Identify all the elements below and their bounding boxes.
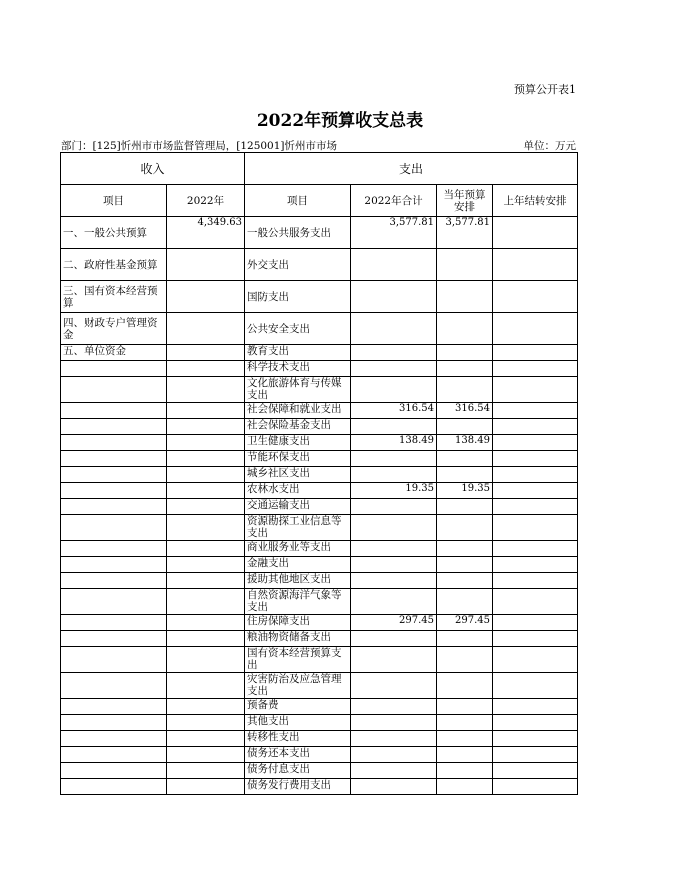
table-row	[61, 763, 578, 779]
income-item-cell	[61, 515, 167, 541]
income-item-cell	[61, 573, 167, 589]
income-value-cell	[167, 747, 245, 763]
income-item-cell	[61, 715, 167, 731]
current-budget-cell: 138.49	[437, 435, 493, 451]
expense-item-cell: 教育支出	[245, 345, 351, 361]
carryover-cell	[493, 345, 578, 361]
expense-total-cell	[351, 249, 437, 281]
income-value-cell	[167, 499, 245, 515]
table-row	[61, 747, 578, 763]
table-row	[61, 673, 578, 699]
income-value-cell	[167, 557, 245, 573]
expense-total-cell: 19.35	[351, 483, 437, 499]
expense-item-cell: 债务发行费用支出	[245, 779, 351, 795]
page-title: 2022年预算收支总表	[256, 111, 424, 131]
income-value-cell	[167, 377, 245, 403]
expense-item-cell: 农林水支出	[245, 483, 351, 499]
unit-label: 单位：万元	[523, 140, 576, 152]
expense-total-cell	[351, 361, 437, 377]
income-2022-header: 2022年	[167, 185, 245, 217]
income-item-cell	[61, 361, 167, 377]
expense-total-cell	[351, 699, 437, 715]
income-item-header: 项目	[61, 185, 167, 217]
income-value-cell	[167, 731, 245, 747]
table-number: 预算公开表1	[514, 83, 576, 96]
expense-total-header: 2022年合计	[351, 185, 437, 217]
carryover-cell	[493, 673, 578, 699]
table-row	[61, 499, 578, 515]
income-value-cell	[167, 435, 245, 451]
expense-total-cell	[351, 715, 437, 731]
table-row	[61, 647, 578, 673]
income-item-cell: 五、单位资金	[61, 345, 167, 361]
carryover-cell	[493, 403, 578, 419]
carryover-cell	[493, 699, 578, 715]
table-row	[61, 541, 578, 557]
current-budget-cell	[437, 361, 493, 377]
expense-item-cell: 灾害防治及应急管理支出	[245, 673, 351, 699]
income-item-cell: 三、国有资本经营预算	[61, 281, 167, 313]
expense-item-cell: 债务还本支出	[245, 747, 351, 763]
income-value-cell	[167, 361, 245, 377]
income-value-cell	[167, 483, 245, 499]
expense-item-cell: 卫生健康支出	[245, 435, 351, 451]
carryover-cell	[493, 731, 578, 747]
expense-item-cell: 外交支出	[245, 249, 351, 281]
expense-item-cell: 公共安全支出	[245, 313, 351, 345]
expense-total-cell	[351, 541, 437, 557]
carryover-cell	[493, 249, 578, 281]
expense-item-cell: 国有资本经营预算支出	[245, 647, 351, 673]
current-budget-cell	[437, 419, 493, 435]
table-row	[61, 403, 578, 419]
carryover-cell	[493, 377, 578, 403]
table-row	[61, 419, 578, 435]
expense-item-cell: 预备费	[245, 699, 351, 715]
carryover-cell	[493, 435, 578, 451]
current-budget-cell: 19.35	[437, 483, 493, 499]
carryover-cell	[493, 483, 578, 499]
expense-total-cell	[351, 377, 437, 403]
expense-total-cell	[351, 747, 437, 763]
current-budget-cell	[437, 557, 493, 573]
income-item-cell	[61, 631, 167, 647]
income-value-cell	[167, 779, 245, 795]
table-row	[61, 589, 578, 615]
expense-total-cell	[351, 673, 437, 699]
expense-total-cell	[351, 515, 437, 541]
expense-item-cell: 自然资源海洋气象等支出	[245, 589, 351, 615]
expense-total-cell: 316.54	[351, 403, 437, 419]
table-row	[61, 281, 578, 313]
expense-item-cell: 其他支出	[245, 715, 351, 731]
carryover-cell	[493, 419, 578, 435]
income-item-cell	[61, 541, 167, 557]
table-row	[61, 515, 578, 541]
expense-item-cell: 城乡社区支出	[245, 467, 351, 483]
income-item-cell	[61, 557, 167, 573]
table-row	[61, 573, 578, 589]
current-budget-cell	[437, 673, 493, 699]
current-budget-cell: 316.54	[437, 403, 493, 419]
income-value-cell	[167, 467, 245, 483]
income-item-cell	[61, 499, 167, 515]
table-row	[61, 483, 578, 499]
carryover-cell	[493, 515, 578, 541]
income-value-cell	[167, 345, 245, 361]
expense-total-cell	[351, 631, 437, 647]
income-item-cell	[61, 467, 167, 483]
carryover-cell	[493, 451, 578, 467]
expense-item-cell: 粮油物资储备支出	[245, 631, 351, 647]
current-budget-cell	[437, 747, 493, 763]
income-value-cell	[167, 615, 245, 631]
table-row	[61, 377, 578, 403]
expense-total-cell	[351, 313, 437, 345]
current-budget-cell	[437, 313, 493, 345]
table-row	[61, 249, 578, 281]
income-item-cell	[61, 731, 167, 747]
income-item-cell	[61, 483, 167, 499]
income-value-cell: 4,349.63	[167, 217, 245, 249]
expense-item-cell: 国防支出	[245, 281, 351, 313]
income-value-cell	[167, 419, 245, 435]
income-value-cell	[167, 673, 245, 699]
expense-item-cell: 商业服务业等支出	[245, 541, 351, 557]
income-item-cell	[61, 377, 167, 403]
expense-total-cell	[351, 557, 437, 573]
expense-total-cell	[351, 779, 437, 795]
current-budget-cell: 297.45	[437, 615, 493, 631]
budget-table	[60, 152, 578, 795]
income-item-cell	[61, 615, 167, 631]
income-value-cell	[167, 647, 245, 673]
expense-total-cell: 138.49	[351, 435, 437, 451]
expense-item-cell: 文化旅游体育与传媒支出	[245, 377, 351, 403]
carryover-cell	[493, 217, 578, 249]
expense-total-cell: 297.45	[351, 615, 437, 631]
income-item-cell	[61, 435, 167, 451]
expense-total-cell	[351, 573, 437, 589]
group-header-row	[61, 153, 578, 185]
income-item-cell: 四、财政专户管理资金	[61, 313, 167, 345]
carryover-cell	[493, 589, 578, 615]
department-label: 部门：[125]忻州市市场监督管理局，[125001]忻州市市场	[61, 140, 338, 152]
income-item-cell: 二、政府性基金预算	[61, 249, 167, 281]
table-row	[61, 731, 578, 747]
expense-item-cell: 科学技术支出	[245, 361, 351, 377]
income-item-cell	[61, 779, 167, 795]
income-value-cell	[167, 281, 245, 313]
expense-item-header: 项目	[245, 185, 351, 217]
expense-total-cell	[351, 499, 437, 515]
expense-item-cell: 援助其他地区支出	[245, 573, 351, 589]
expense-group-header: 支出	[245, 153, 578, 185]
current-budget-cell	[437, 541, 493, 557]
table-row	[61, 361, 578, 377]
current-budget-cell	[437, 731, 493, 747]
income-value-cell	[167, 699, 245, 715]
current-budget-cell	[437, 281, 493, 313]
income-value-cell	[167, 313, 245, 345]
table-row	[61, 467, 578, 483]
income-value-cell	[167, 249, 245, 281]
current-budget-cell	[437, 589, 493, 615]
income-item-cell	[61, 403, 167, 419]
income-value-cell	[167, 631, 245, 647]
income-value-cell	[167, 451, 245, 467]
current-budget-cell	[437, 451, 493, 467]
income-item-cell	[61, 747, 167, 763]
carryover-cell	[493, 779, 578, 795]
current-budget-cell	[437, 647, 493, 673]
expense-item-cell: 转移性支出	[245, 731, 351, 747]
carryover-cell	[493, 281, 578, 313]
table-row	[61, 715, 578, 731]
income-item-cell	[61, 419, 167, 435]
carryover-cell	[493, 763, 578, 779]
income-item-cell	[61, 673, 167, 699]
income-value-cell	[167, 515, 245, 541]
table-row	[61, 779, 578, 795]
carryover-cell	[493, 647, 578, 673]
carryover-header: 上年结转安排	[493, 185, 578, 217]
column-header-row	[61, 185, 578, 217]
expense-item-cell: 资源勘探工业信息等支出	[245, 515, 351, 541]
income-group-header: 收入	[61, 153, 245, 185]
expense-item-cell: 交通运输支出	[245, 499, 351, 515]
expense-total-cell	[351, 731, 437, 747]
current-budget-cell	[437, 249, 493, 281]
income-value-cell	[167, 403, 245, 419]
income-value-cell	[167, 763, 245, 779]
current-budget-cell	[437, 779, 493, 795]
expense-item-cell: 社会保障和就业支出	[245, 403, 351, 419]
carryover-cell	[493, 313, 578, 345]
carryover-cell	[493, 615, 578, 631]
current-budget-cell	[437, 515, 493, 541]
expense-item-cell: 节能环保支出	[245, 451, 351, 467]
current-budget-cell	[437, 573, 493, 589]
current-budget-cell	[437, 499, 493, 515]
expense-item-cell: 一般公共服务支出	[245, 217, 351, 249]
expense-total-cell	[351, 281, 437, 313]
table-row	[61, 435, 578, 451]
current-budget-cell	[437, 377, 493, 403]
income-item-cell	[61, 451, 167, 467]
carryover-cell	[493, 573, 578, 589]
income-value-cell	[167, 589, 245, 615]
income-item-cell	[61, 589, 167, 615]
table-row	[61, 345, 578, 361]
expense-total-cell	[351, 345, 437, 361]
table-row	[61, 557, 578, 573]
table-row	[61, 313, 578, 345]
carryover-cell	[493, 715, 578, 731]
table-row	[61, 451, 578, 467]
carryover-cell	[493, 467, 578, 483]
table-row	[61, 699, 578, 715]
current-budget-cell	[437, 631, 493, 647]
carryover-cell	[493, 499, 578, 515]
expense-total-cell	[351, 647, 437, 673]
income-value-cell	[167, 573, 245, 589]
income-item-cell	[61, 763, 167, 779]
expense-total-cell	[351, 763, 437, 779]
expense-total-cell	[351, 451, 437, 467]
table-row	[61, 631, 578, 647]
carryover-cell	[493, 557, 578, 573]
income-item-cell	[61, 647, 167, 673]
expense-total-cell	[351, 589, 437, 615]
expense-total-cell: 3,577.81	[351, 217, 437, 249]
expense-total-cell	[351, 419, 437, 435]
carryover-cell	[493, 631, 578, 647]
carryover-cell	[493, 747, 578, 763]
current-budget-cell	[437, 467, 493, 483]
expense-item-cell: 社会保险基金支出	[245, 419, 351, 435]
income-value-cell	[167, 715, 245, 731]
current-budget-header: 当年预算安排	[437, 185, 493, 217]
current-budget-cell	[437, 699, 493, 715]
income-value-cell	[167, 541, 245, 557]
carryover-cell	[493, 361, 578, 377]
expense-item-cell: 金融支出	[245, 557, 351, 573]
table-row	[61, 217, 578, 249]
income-item-cell: 一、一般公共预算	[61, 217, 167, 249]
current-budget-cell	[437, 345, 493, 361]
income-item-cell	[61, 699, 167, 715]
expense-total-cell	[351, 467, 437, 483]
current-budget-cell	[437, 715, 493, 731]
current-budget-cell	[437, 763, 493, 779]
expense-item-cell: 债务付息支出	[245, 763, 351, 779]
carryover-cell	[493, 541, 578, 557]
current-budget-cell: 3,577.81	[437, 217, 493, 249]
table-row	[61, 615, 578, 631]
expense-item-cell: 住房保障支出	[245, 615, 351, 631]
